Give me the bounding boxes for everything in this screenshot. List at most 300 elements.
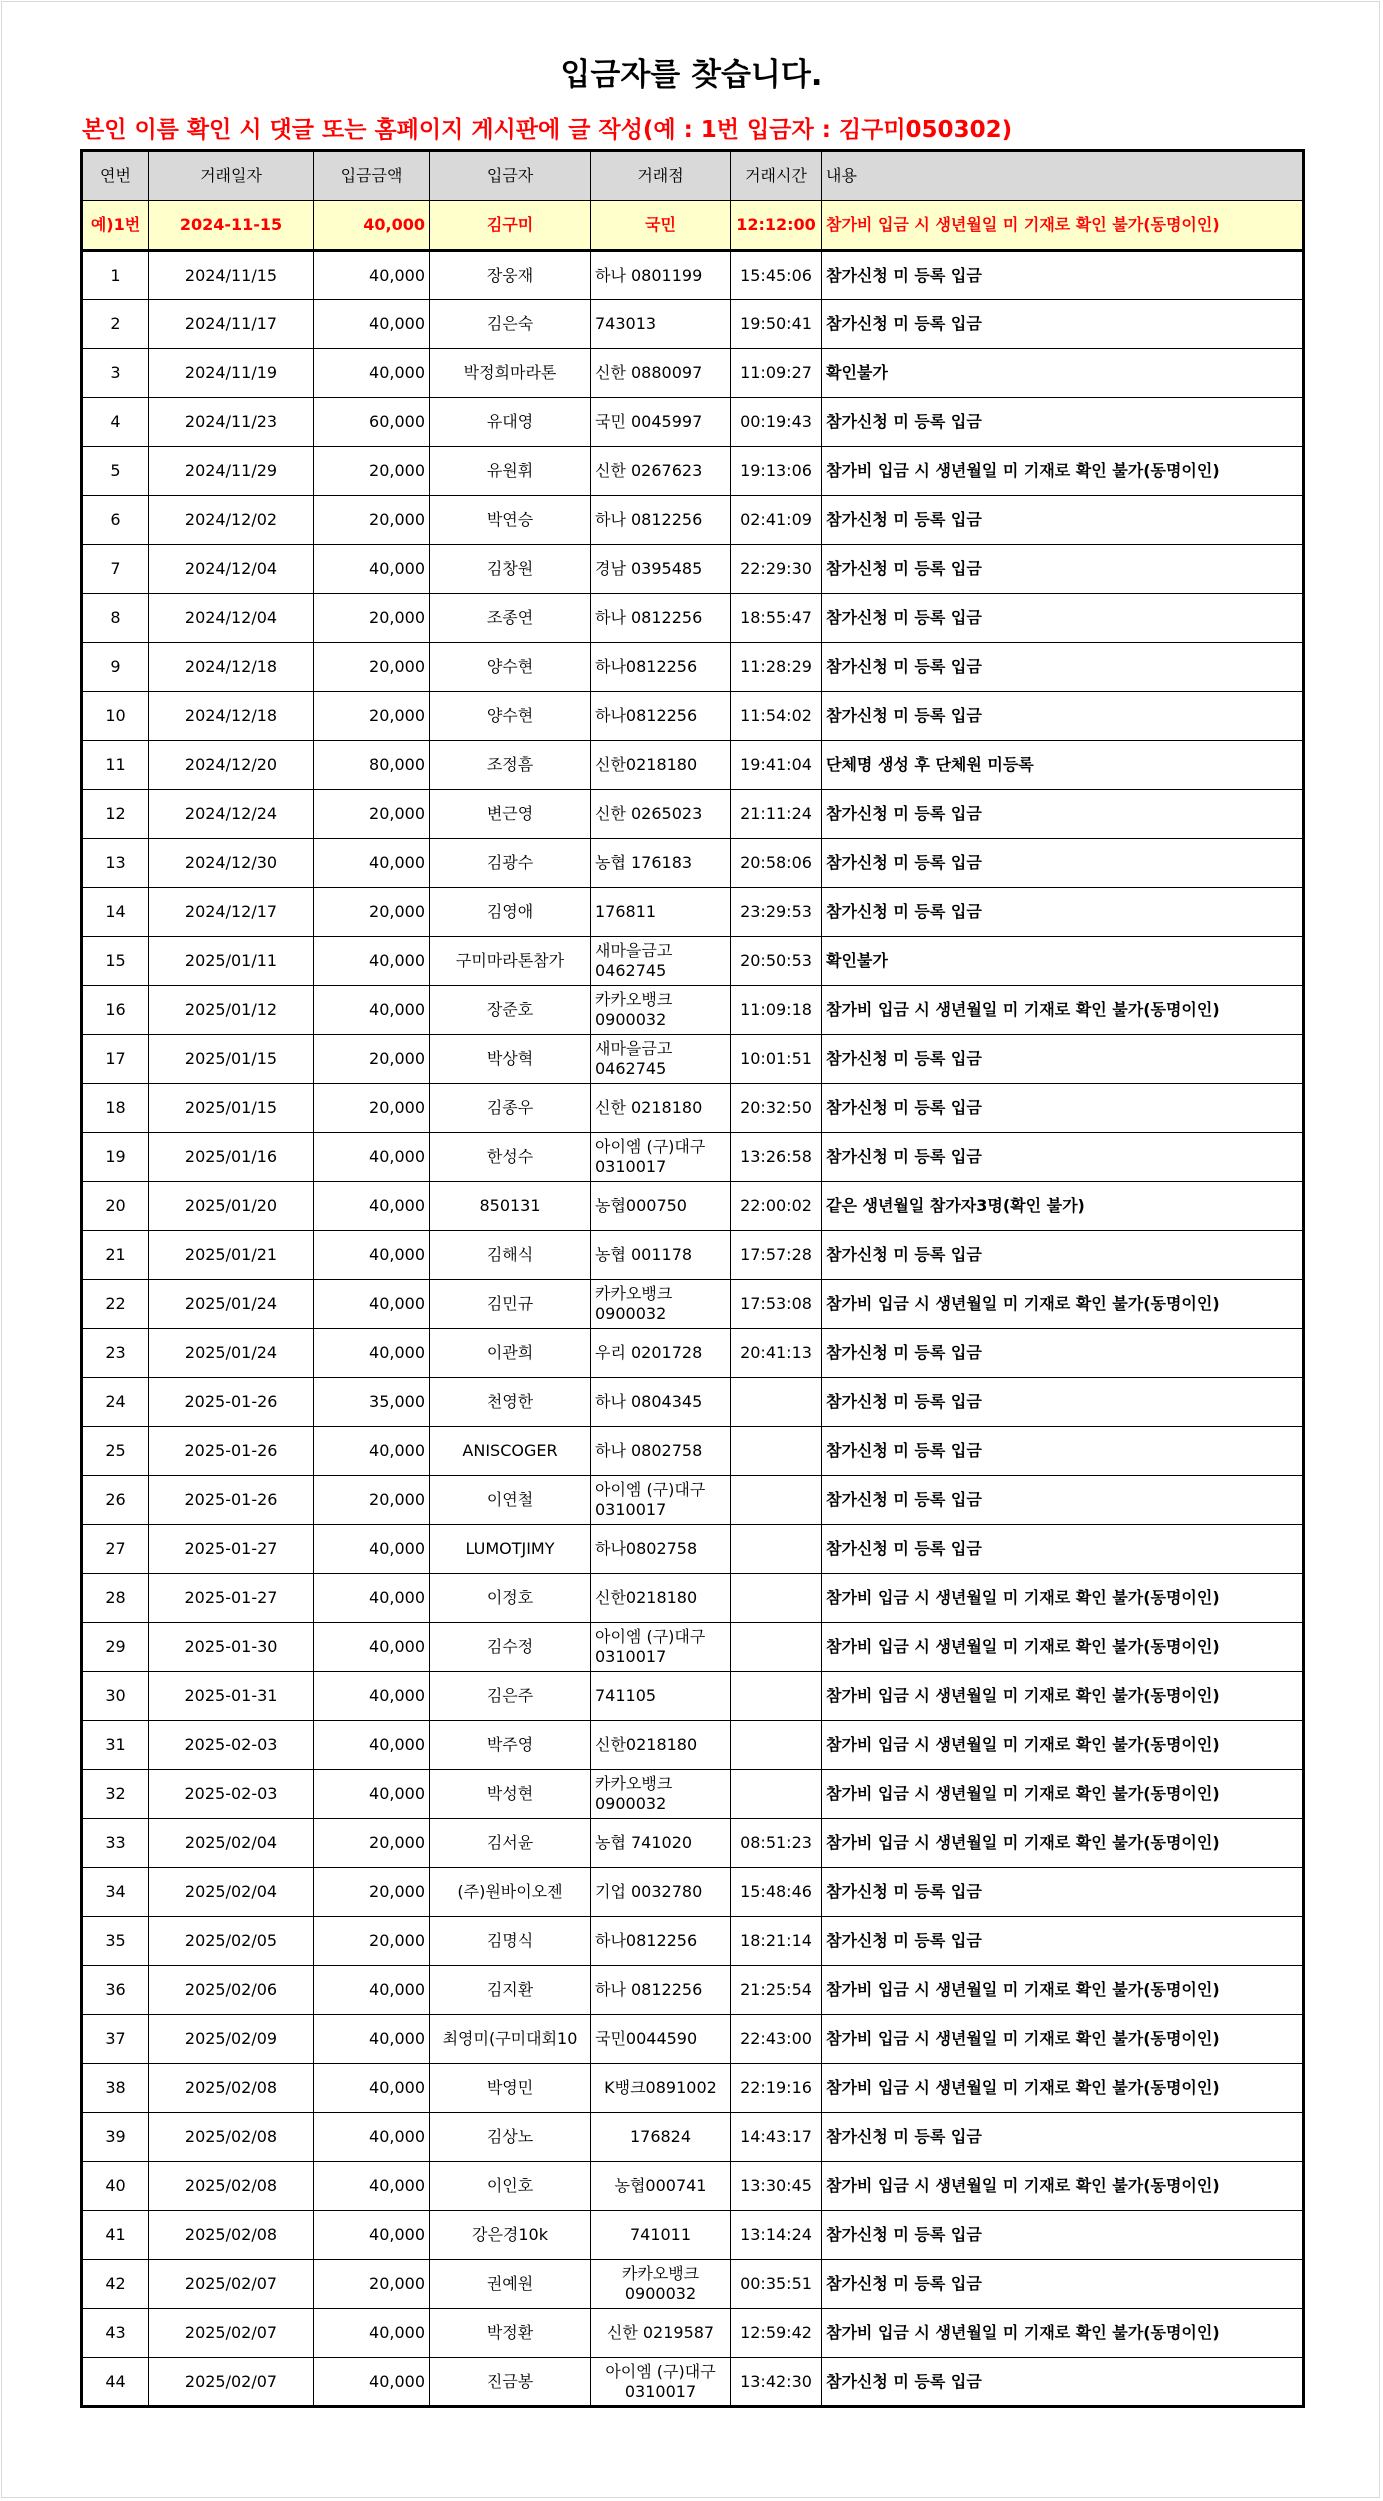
row-number-cell: 27 [82, 1525, 149, 1574]
depositor-cell: 최영미(구미대회10 [430, 2015, 591, 2064]
depositor-cell: 천영한 [430, 1378, 591, 1427]
row-number-cell: 18 [82, 1084, 149, 1133]
depositor-cell: 김민규 [430, 1280, 591, 1329]
branch-cell: 신한0218180 [591, 1721, 731, 1770]
table-header-row [82, 151, 1304, 201]
depositor-cell: 김창원 [430, 545, 591, 594]
row-number-cell: 38 [82, 2064, 149, 2113]
row-number-cell: 39 [82, 2113, 149, 2162]
depositor-cell: 김은숙 [430, 300, 591, 349]
branch-cell: 카카오뱅크 0900032 [591, 1280, 731, 1329]
depositor-cell: 박영민 [430, 2064, 591, 2113]
row-number-cell: 35 [82, 1917, 149, 1966]
table-row [82, 1182, 1304, 1231]
time-cell: 20:58:06 [731, 839, 822, 888]
branch-cell: 신한 0218180 [591, 1084, 731, 1133]
row-number-cell: 15 [82, 937, 149, 986]
branch-cell: 카카오뱅크 0900032 [591, 986, 731, 1035]
branch-cell: 카카오뱅크 0900032 [591, 2260, 731, 2309]
amount-cell: 40,000 [314, 1280, 430, 1329]
date-cell: 2024/11/15 [149, 251, 314, 300]
row-number-cell: 25 [82, 1427, 149, 1476]
amount-cell: 40,000 [314, 937, 430, 986]
branch-cell: 아이엠 (구)대구 0310017 [591, 1623, 731, 1672]
depositor-cell: ANISCOGER [430, 1427, 591, 1476]
branch-cell: K뱅크0891002 [591, 2064, 731, 2113]
time-cell: 11:54:02 [731, 692, 822, 741]
table-row [82, 839, 1304, 888]
date-cell: 2025/01/20 [149, 1182, 314, 1231]
date-cell: 2025/01/15 [149, 1035, 314, 1084]
time-cell: 19:13:06 [731, 447, 822, 496]
time-cell [731, 1378, 822, 1427]
note-cell: 참가신청 미 등록 입금 [822, 839, 1304, 888]
branch-cell: 농협000750 [591, 1182, 731, 1231]
branch-cell: 기업 0032780 [591, 1868, 731, 1917]
table-row [82, 1280, 1304, 1329]
time-cell [731, 1770, 822, 1819]
note-cell: 참가신청 미 등록 입금 [822, 1378, 1304, 1427]
note-cell: 참가비 입금 시 생년월일 미 기재로 확인 불가(동명이인) [822, 1574, 1304, 1623]
amount-cell: 40,000 [314, 251, 430, 300]
amount-cell: 60,000 [314, 398, 430, 447]
row-number-cell: 21 [82, 1231, 149, 1280]
row-number-cell: 17 [82, 1035, 149, 1084]
amount-cell: 20,000 [314, 1868, 430, 1917]
date-cell: 2025/02/08 [149, 2211, 314, 2260]
time-cell: 18:55:47 [731, 594, 822, 643]
date-cell: 2025/02/04 [149, 1819, 314, 1868]
amount-cell: 40,000 [314, 1231, 430, 1280]
branch-cell: 신한 0267623 [591, 447, 731, 496]
date-cell: 2025/02/08 [149, 2162, 314, 2211]
date-cell: 2025/02/07 [149, 2260, 314, 2309]
amount-cell: 20,000 [314, 888, 430, 937]
example-cell: 예)1번 [82, 201, 149, 251]
example-cell: 참가비 입금 시 생년월일 미 기재로 확인 불가(동명이인) [822, 201, 1304, 251]
depositor-table [80, 149, 1305, 2408]
depositor-cell: 이정호 [430, 1574, 591, 1623]
amount-cell: 20,000 [314, 1819, 430, 1868]
amount-cell: 40,000 [314, 2309, 430, 2358]
header-cell: 거래점 [591, 151, 731, 201]
time-cell: 12:59:42 [731, 2309, 822, 2358]
time-cell: 19:41:04 [731, 741, 822, 790]
branch-cell: 신한 0265023 [591, 790, 731, 839]
branch-cell: 하나 0812256 [591, 1966, 731, 2015]
branch-cell: 경남 0395485 [591, 545, 731, 594]
date-cell: 2025/02/07 [149, 2358, 314, 2407]
time-cell: 21:11:24 [731, 790, 822, 839]
note-cell: 참가비 입금 시 생년월일 미 기재로 확인 불가(동명이인) [822, 2162, 1304, 2211]
amount-cell: 40,000 [314, 1623, 430, 1672]
branch-cell: 하나 0812256 [591, 496, 731, 545]
time-cell: 22:29:30 [731, 545, 822, 594]
time-cell: 22:19:16 [731, 2064, 822, 2113]
row-number-cell: 14 [82, 888, 149, 937]
table-row [82, 1329, 1304, 1378]
row-number-cell: 10 [82, 692, 149, 741]
time-cell: 15:48:46 [731, 1868, 822, 1917]
branch-cell: 농협 001178 [591, 1231, 731, 1280]
row-number-cell: 9 [82, 643, 149, 692]
header-cell: 거래일자 [149, 151, 314, 201]
depositor-cell: 양수현 [430, 692, 591, 741]
branch-cell: 국민 0045997 [591, 398, 731, 447]
date-cell: 2025/01/24 [149, 1280, 314, 1329]
time-cell [731, 1427, 822, 1476]
time-cell [731, 1672, 822, 1721]
date-cell: 2024/12/20 [149, 741, 314, 790]
note-cell: 참가신청 미 등록 입금 [822, 1231, 1304, 1280]
table-row [82, 1819, 1304, 1868]
row-number-cell: 3 [82, 349, 149, 398]
table-row [82, 349, 1304, 398]
amount-cell: 40,000 [314, 1721, 430, 1770]
time-cell: 17:53:08 [731, 1280, 822, 1329]
table-row [82, 741, 1304, 790]
depositor-cell: 권예원 [430, 2260, 591, 2309]
note-cell: 참가신청 미 등록 입금 [822, 2113, 1304, 2162]
date-cell: 2025/01/11 [149, 937, 314, 986]
row-number-cell: 5 [82, 447, 149, 496]
branch-cell: 하나0812256 [591, 643, 731, 692]
depositor-cell: 유대영 [430, 398, 591, 447]
table-row [82, 1427, 1304, 1476]
branch-cell: 하나0802758 [591, 1525, 731, 1574]
time-cell: 20:41:13 [731, 1329, 822, 1378]
example-cell: 김구미 [430, 201, 591, 251]
table-row [82, 1868, 1304, 1917]
row-number-cell: 4 [82, 398, 149, 447]
note-cell: 확인불가 [822, 937, 1304, 986]
date-cell: 2025-02-03 [149, 1721, 314, 1770]
row-number-cell: 24 [82, 1378, 149, 1427]
table-row [82, 1966, 1304, 2015]
note-cell: 참가신청 미 등록 입금 [822, 300, 1304, 349]
depositor-cell: 김서윤 [430, 1819, 591, 1868]
time-cell [731, 1721, 822, 1770]
branch-cell: 신한0218180 [591, 1574, 731, 1623]
date-cell: 2025/02/04 [149, 1868, 314, 1917]
note-cell: 참가신청 미 등록 입금 [822, 2260, 1304, 2309]
note-cell: 참가신청 미 등록 입금 [822, 594, 1304, 643]
table-row [82, 594, 1304, 643]
note-cell: 참가신청 미 등록 입금 [822, 1476, 1304, 1525]
table-row [82, 2358, 1304, 2407]
row-number-cell: 34 [82, 1868, 149, 1917]
row-number-cell: 40 [82, 2162, 149, 2211]
branch-cell: 하나0812256 [591, 1917, 731, 1966]
note-cell: 참가신청 미 등록 입금 [822, 398, 1304, 447]
depositor-cell: 구미마라톤참가 [430, 937, 591, 986]
date-cell: 2024/11/23 [149, 398, 314, 447]
amount-cell: 20,000 [314, 692, 430, 741]
date-cell: 2025/01/12 [149, 986, 314, 1035]
example-cell: 12:12:00 [731, 201, 822, 251]
amount-cell: 40,000 [314, 300, 430, 349]
row-number-cell: 29 [82, 1623, 149, 1672]
branch-cell: 하나 0801199 [591, 251, 731, 300]
row-number-cell: 33 [82, 1819, 149, 1868]
amount-cell: 40,000 [314, 1329, 430, 1378]
depositor-cell: 김해식 [430, 1231, 591, 1280]
time-cell: 20:32:50 [731, 1084, 822, 1133]
date-cell: 2025-01-26 [149, 1427, 314, 1476]
date-cell: 2024/11/19 [149, 349, 314, 398]
time-cell: 14:43:17 [731, 2113, 822, 2162]
amount-cell: 40,000 [314, 1133, 430, 1182]
note-cell: 참가비 입금 시 생년월일 미 기재로 확인 불가(동명이인) [822, 2015, 1304, 2064]
date-cell: 2024/12/04 [149, 545, 314, 594]
row-number-cell: 19 [82, 1133, 149, 1182]
table-row [82, 2015, 1304, 2064]
date-cell: 2025-01-27 [149, 1525, 314, 1574]
table-row [82, 2211, 1304, 2260]
branch-cell: 하나 0804345 [591, 1378, 731, 1427]
note-cell: 참가비 입금 시 생년월일 미 기재로 확인 불가(동명이인) [822, 1966, 1304, 2015]
time-cell: 19:50:41 [731, 300, 822, 349]
time-cell [731, 1574, 822, 1623]
branch-cell: 아이엠 (구)대구 0310017 [591, 1133, 731, 1182]
amount-cell: 80,000 [314, 741, 430, 790]
branch-cell: 농협000741 [591, 2162, 731, 2211]
header-cell: 입금금액 [314, 151, 430, 201]
amount-cell: 40,000 [314, 2015, 430, 2064]
table-row [82, 1084, 1304, 1133]
depositor-cell: 박상혁 [430, 1035, 591, 1084]
table-row [82, 1770, 1304, 1819]
note-cell: 참가비 입금 시 생년월일 미 기재로 확인 불가(동명이인) [822, 986, 1304, 1035]
amount-cell: 20,000 [314, 496, 430, 545]
date-cell: 2025-01-26 [149, 1378, 314, 1427]
note-cell: 참가신청 미 등록 입금 [822, 251, 1304, 300]
note-cell: 참가신청 미 등록 입금 [822, 496, 1304, 545]
table-row [82, 1525, 1304, 1574]
table-row [82, 447, 1304, 496]
row-number-cell: 41 [82, 2211, 149, 2260]
depositor-cell: 김은주 [430, 1672, 591, 1721]
table-row [82, 496, 1304, 545]
depositor-cell: LUMOTJIMY [430, 1525, 591, 1574]
depositor-cell: 이인호 [430, 2162, 591, 2211]
branch-cell: 새마을금고 0462745 [591, 1035, 731, 1084]
depositor-cell: 진금봉 [430, 2358, 591, 2407]
time-cell: 02:41:09 [731, 496, 822, 545]
time-cell: 22:00:02 [731, 1182, 822, 1231]
row-number-cell: 23 [82, 1329, 149, 1378]
note-cell: 참가신청 미 등록 입금 [822, 692, 1304, 741]
amount-cell: 40,000 [314, 2358, 430, 2407]
amount-cell: 40,000 [314, 1525, 430, 1574]
amount-cell: 20,000 [314, 1035, 430, 1084]
time-cell: 21:25:54 [731, 1966, 822, 2015]
amount-cell: 40,000 [314, 1182, 430, 1231]
depositor-cell: 조종연 [430, 594, 591, 643]
note-cell: 참가신청 미 등록 입금 [822, 1427, 1304, 1476]
note-cell: 참가신청 미 등록 입금 [822, 2358, 1304, 2407]
amount-cell: 20,000 [314, 1084, 430, 1133]
note-cell: 참가신청 미 등록 입금 [822, 1329, 1304, 1378]
table-row [82, 2064, 1304, 2113]
row-number-cell: 20 [82, 1182, 149, 1231]
depositor-cell: (주)원바이오젠 [430, 1868, 591, 1917]
example-cell: 40,000 [314, 201, 430, 251]
date-cell: 2025/02/09 [149, 2015, 314, 2064]
branch-cell: 743013 [591, 300, 731, 349]
header-cell: 내용 [822, 151, 1304, 201]
time-cell: 11:09:18 [731, 986, 822, 1035]
amount-cell: 40,000 [314, 1574, 430, 1623]
row-number-cell: 8 [82, 594, 149, 643]
branch-cell: 농협 741020 [591, 1819, 731, 1868]
note-cell: 참가신청 미 등록 입금 [822, 1133, 1304, 1182]
date-cell: 2025-02-03 [149, 1770, 314, 1819]
depositor-cell: 박성현 [430, 1770, 591, 1819]
amount-cell: 40,000 [314, 1966, 430, 2015]
time-cell: 00:19:43 [731, 398, 822, 447]
depositor-cell: 유원휘 [430, 447, 591, 496]
amount-cell: 40,000 [314, 1770, 430, 1819]
example-cell: 국민 [591, 201, 731, 251]
time-cell: 13:30:45 [731, 2162, 822, 2211]
amount-cell: 40,000 [314, 839, 430, 888]
table-row [82, 300, 1304, 349]
time-cell: 20:50:53 [731, 937, 822, 986]
date-cell: 2025-01-26 [149, 1476, 314, 1525]
depositor-cell: 850131 [430, 1182, 591, 1231]
table-row [82, 986, 1304, 1035]
note-cell: 참가비 입금 시 생년월일 미 기재로 확인 불가(동명이인) [822, 2064, 1304, 2113]
depositor-cell: 조정흠 [430, 741, 591, 790]
date-cell: 2024/12/30 [149, 839, 314, 888]
date-cell: 2024/11/17 [149, 300, 314, 349]
amount-cell: 40,000 [314, 2113, 430, 2162]
amount-cell: 40,000 [314, 545, 430, 594]
table-row [82, 1035, 1304, 1084]
depositor-cell: 김광수 [430, 839, 591, 888]
amount-cell: 20,000 [314, 643, 430, 692]
depositor-cell: 김수정 [430, 1623, 591, 1672]
header-cell: 입금자 [430, 151, 591, 201]
date-cell: 2024/12/24 [149, 790, 314, 839]
date-cell: 2025/01/21 [149, 1231, 314, 1280]
amount-cell: 20,000 [314, 1917, 430, 1966]
amount-cell: 20,000 [314, 790, 430, 839]
date-cell: 2024/12/04 [149, 594, 314, 643]
amount-cell: 40,000 [314, 2162, 430, 2211]
note-cell: 참가신청 미 등록 입금 [822, 1525, 1304, 1574]
row-number-cell: 2 [82, 300, 149, 349]
date-cell: 2025/02/05 [149, 1917, 314, 1966]
note-cell: 참가신청 미 등록 입금 [822, 1868, 1304, 1917]
row-number-cell: 26 [82, 1476, 149, 1525]
branch-cell: 176811 [591, 888, 731, 937]
branch-cell: 국민0044590 [591, 2015, 731, 2064]
table-row [82, 888, 1304, 937]
depositor-cell: 박주영 [430, 1721, 591, 1770]
row-number-cell: 6 [82, 496, 149, 545]
note-cell: 참가신청 미 등록 입금 [822, 1035, 1304, 1084]
depositor-cell: 김상노 [430, 2113, 591, 2162]
date-cell: 2024/12/18 [149, 692, 314, 741]
note-cell: 참가비 입금 시 생년월일 미 기재로 확인 불가(동명이인) [822, 2309, 1304, 2358]
depositor-cell: 박연승 [430, 496, 591, 545]
row-number-cell: 31 [82, 1721, 149, 1770]
branch-cell: 741011 [591, 2211, 731, 2260]
amount-cell: 40,000 [314, 1427, 430, 1476]
depositor-cell: 김지환 [430, 1966, 591, 2015]
table-row [82, 2309, 1304, 2358]
table-row [82, 2260, 1304, 2309]
date-cell: 2025/01/24 [149, 1329, 314, 1378]
table-row [82, 1378, 1304, 1427]
header-cell: 연번 [82, 151, 149, 201]
time-cell: 23:29:53 [731, 888, 822, 937]
date-cell: 2025/02/08 [149, 2113, 314, 2162]
note-cell: 참가비 입금 시 생년월일 미 기재로 확인 불가(동명이인) [822, 1819, 1304, 1868]
amount-cell: 20,000 [314, 2260, 430, 2309]
date-cell: 2024/12/18 [149, 643, 314, 692]
amount-cell: 40,000 [314, 2064, 430, 2113]
depositor-cell: 이관희 [430, 1329, 591, 1378]
table-row [82, 1133, 1304, 1182]
instruction-note: 본인 이름 확인 시 댓글 또는 홈페이지 게시판에 글 작성(예 : 1번 입금자 : 김구미050302) [82, 117, 1013, 143]
amount-cell: 40,000 [314, 349, 430, 398]
branch-cell: 176824 [591, 2113, 731, 2162]
amount-cell: 20,000 [314, 447, 430, 496]
amount-cell: 40,000 [314, 986, 430, 1035]
amount-cell: 35,000 [314, 1378, 430, 1427]
note-cell: 참가신청 미 등록 입금 [822, 790, 1304, 839]
table-row [82, 2162, 1304, 2211]
date-cell: 2025/02/07 [149, 2309, 314, 2358]
row-number-cell: 43 [82, 2309, 149, 2358]
depositor-cell: 강은경10k [430, 2211, 591, 2260]
table-row [82, 1574, 1304, 1623]
row-number-cell: 36 [82, 1966, 149, 2015]
table-row [82, 692, 1304, 741]
branch-cell: 새마을금고 0462745 [591, 937, 731, 986]
branch-cell: 신한0218180 [591, 741, 731, 790]
time-cell: 22:43:00 [731, 2015, 822, 2064]
depositor-cell: 김명식 [430, 1917, 591, 1966]
time-cell: 15:45:06 [731, 251, 822, 300]
depositor-cell: 박정환 [430, 2309, 591, 2358]
branch-cell: 아이엠 (구)대구 0310017 [591, 1476, 731, 1525]
note-cell: 참가비 입금 시 생년월일 미 기재로 확인 불가(동명이인) [822, 1672, 1304, 1721]
time-cell: 11:28:29 [731, 643, 822, 692]
note-cell: 참가신청 미 등록 입금 [822, 1917, 1304, 1966]
table-row [82, 1917, 1304, 1966]
amount-cell: 20,000 [314, 594, 430, 643]
date-cell: 2024/12/17 [149, 888, 314, 937]
page-title: 입금자를 찾습니다. [560, 57, 823, 93]
row-number-cell: 13 [82, 839, 149, 888]
row-number-cell: 32 [82, 1770, 149, 1819]
depositor-cell: 박정희마라톤 [430, 349, 591, 398]
depositor-cell: 한성수 [430, 1133, 591, 1182]
time-cell [731, 1476, 822, 1525]
date-cell: 2025/02/06 [149, 1966, 314, 2015]
row-number-cell: 11 [82, 741, 149, 790]
example-row [82, 201, 1304, 251]
note-cell: 참가비 입금 시 생년월일 미 기재로 확인 불가(동명이인) [822, 1770, 1304, 1819]
table-row [82, 937, 1304, 986]
date-cell: 2025/02/08 [149, 2064, 314, 2113]
note-cell: 참가신청 미 등록 입금 [822, 545, 1304, 594]
table-row [82, 398, 1304, 447]
